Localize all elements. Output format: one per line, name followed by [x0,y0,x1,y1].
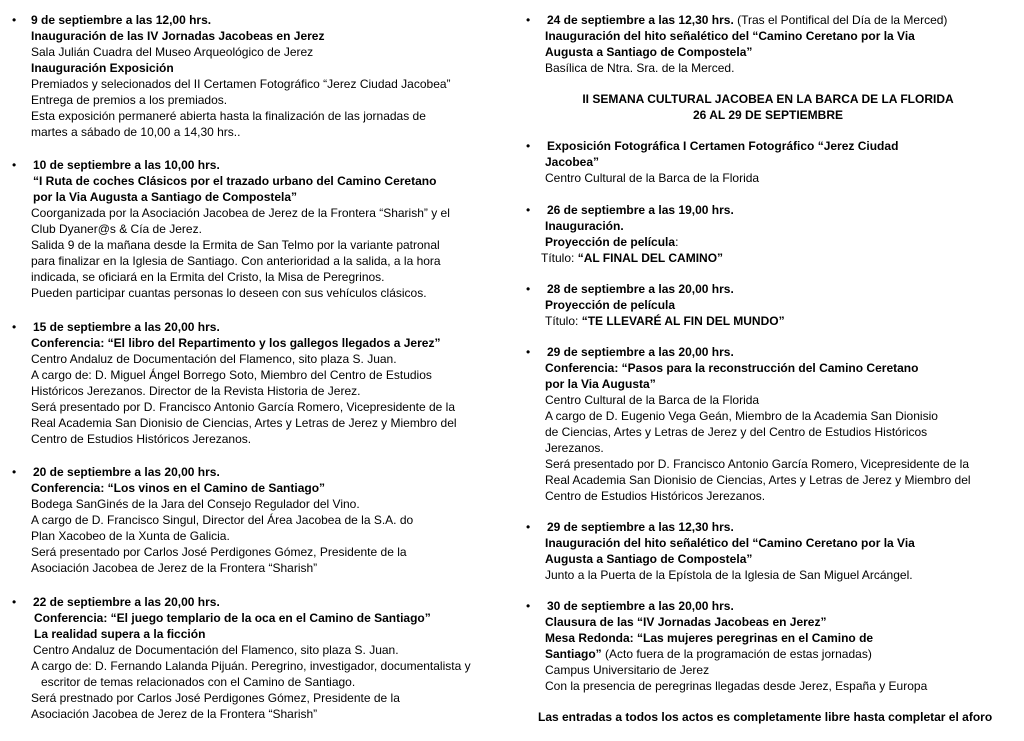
event-title-line [545,218,624,234]
line-text: por la Via Augusta a Santiago de Compostela” [33,190,298,204]
line-text: Premiados y selecionados del II Certamen Fotográfico “Jerez Ciudad Jacobea” [31,77,451,91]
line-text: Conferencia: “El libro del Repartimento y los gallegos llegados a Jerez” [31,336,441,350]
event-date [33,157,220,173]
line-text: Esta exposición permaneré abierta hasta la finalización de las jornadas de [31,109,426,123]
line-text: Centro Cultural de la Barca de la Florida [545,171,760,185]
line-suffix: : [675,235,679,249]
line-text: 24 de septiembre a las 12,30 hrs. [547,13,734,27]
event-date [547,598,734,614]
event-detail-line [545,488,765,504]
film-title: “AL FINAL DEL CAMINO” [577,251,724,265]
bullet-icon: • [526,599,531,613]
line-text: Exposición Fotográfica I Certamen Fotográfico “Jerez Ciudad [547,139,899,153]
event-detail-line [31,124,240,140]
line-text: Proyección de película [545,235,676,249]
event-date [33,319,220,335]
line-text: “I Ruta de coches Clásicos por el trazado urbano del Camino Ceretano [33,174,437,188]
line-text: Conferencia: “El juego templario de la oca en el Camino de Santiago” [34,611,431,625]
event-date [33,464,220,480]
event-title-line [545,360,918,376]
event-title-line [545,154,599,170]
line-text: Será presentado por Carlos José Perdigones Gómez, Presidente de la [31,545,407,559]
line-text: La realidad supera a la ficción [34,627,206,641]
event-detail-line [31,285,427,301]
line-text: Coorganizada por la Asociación Jacobea de Jerez de la Frontera “Sharish” y el [31,206,450,220]
event-date [547,519,734,535]
bullet-icon: • [526,203,531,217]
bullet-icon: • [526,345,531,359]
line-text: Entrega de premios a los premiados. [31,93,228,107]
event-detail-line [545,662,709,678]
line-text: Inauguración del hito señalético del “Camino Ceretano por la Via [545,29,915,43]
line-text: Mesa Redonda: “Las mujeres peregrinas en el Camino de [545,631,874,645]
event-detail-line [31,269,385,285]
line-text: Real Academia San Dionisio de Ciencias, Artes y Letras de Jerez y Miembro del [31,416,457,430]
bullet-icon: • [526,520,531,534]
event-detail-line [33,642,399,658]
line-text: Conferencia: “Los vinos en el Camino de Santiago” [31,481,326,495]
event-title-line [33,189,297,205]
line-text: Jacobea” [545,155,600,169]
bullet-icon: • [12,465,17,479]
line-text: Bodega SanGinés de la Jara del Consejo Regulador del Vino. [31,497,360,511]
event-date [547,138,898,154]
event-title-line [545,376,656,392]
line-text: Plan Xacobeo de la Xunta de Galicia. [31,529,230,543]
line-text: Será prestnado por Carlos José Perdigones Gómez, Presidente de la [31,691,400,705]
event-title-line [31,28,324,44]
line-text: Centro de Estudios Históricos Jerezanos. [545,489,766,503]
line-text: 20 de septiembre a las 20,00 hrs. [33,465,220,479]
line-text: escritor de temas relacionados con el Camino de Santiago. [41,675,356,689]
line-text: por la Via Augusta” [545,377,656,391]
section-subheading: 26 AL 29 DE SEPTIEMBRE [692,108,844,122]
line-text: Inauguración. [545,219,624,233]
event-detail-line [31,351,397,367]
event-title-line [34,626,205,642]
event-detail-line [31,221,202,237]
event-detail-line [31,108,426,124]
event-title-line [31,335,440,351]
event-detail-line [31,253,441,269]
line-text: Club Dyaner@s & Cía de Jerez. [31,222,202,236]
event-detail-line [31,512,413,528]
section-heading: II SEMANA CULTURAL JACOBEA EN LA BARCA DE LA FLORIDA [582,92,954,106]
line-text: Históricos Jerezanos. Director de la Revista Historia de Jerez. [31,384,361,398]
bullet-icon: • [12,320,17,334]
event-detail-line [31,76,451,92]
event-detail-line [31,237,440,253]
event-detail-line [545,60,734,76]
line-text: 15 de septiembre a las 20,00 hrs. [33,320,220,334]
event-detail-line [541,250,723,266]
line-text: Centro Andaluz de Documentación del Flamenco, sito plaza S. Juan. [33,643,399,657]
event-detail-line [31,544,407,560]
event-detail-line [31,205,450,221]
line-text: Título: [545,314,582,328]
bullet-icon: • [12,13,17,27]
line-text: Real Academia San Dionisio de Ciencias, Artes y Letras de Jerez y Miembro del [545,473,971,487]
line-text: Inauguración Exposición [31,61,174,75]
line-text: A cargo de: D. Miguel Ángel Borrego Soto, Miembro del Centro de Estudios [31,368,432,382]
line-text: Basílica de Ntra. Sra. de la Merced. [545,61,735,75]
event-date [547,344,734,360]
event-title-line [545,297,675,313]
event-detail-line [31,528,230,544]
event-date [547,12,947,28]
event-title-line [545,535,915,551]
line-text: A cargo de: D. Fernando Lalanda Pijuán. Peregrino, investigador, documentalista y [31,659,471,673]
line-text: 22 de septiembre a las 20,00 hrs. [33,595,220,609]
line-text: Conferencia: “Pasos para la reconstrucción del Camino Ceretano [545,361,919,375]
line-text: Centro Andaluz de Documentación del Flamenco, sito plaza S. Juan. [31,352,397,366]
event-detail-line [31,383,360,399]
event-detail-line [545,392,759,408]
line-text: Pueden participar cuantas personas lo deseen con sus vehículos clásicos. [31,286,427,300]
line-suffix: (Acto fuera de la programación de estas jornadas) [601,647,872,661]
line-text: Centro de Estudios Históricos Jerezanos. [31,432,252,446]
event-date [33,594,220,610]
line-text: Con la presencia de peregrinas llegadas desde Jerez, España y Europa [545,679,928,693]
line-text: 29 de septiembre a las 20,00 hrs. [547,345,734,359]
line-text: A cargo de D. Francisco Singul, Director del Área Jacobea de la S.A. do [31,513,414,527]
line-suffix: (Tras el Pontifical del Día de la Merced) [733,13,948,27]
event-title-line [545,630,873,646]
bullet-icon: • [526,139,531,153]
line-text: Asociación Jacobea de Jerez de la Frontera “Sharish” [31,707,318,721]
event-detail-line [545,440,604,456]
event-date [547,281,734,297]
line-text: Será presentado por D. Francisco Antonio García Romero, Vicepresidente de la [31,400,456,414]
line-text: indicada, se oficiará en la Ermita del Cristo, la Misa de Peregrinos. [31,270,385,284]
event-detail-line [545,424,927,440]
line-text: Salida 9 de la mañana desde la Ermita de San Telmo por la variante patronal [31,238,440,252]
event-detail-line [545,408,938,424]
event-detail-line [31,399,455,415]
event-detail-line [545,678,927,694]
line-text: Asociación Jacobea de Jerez de la Frontera “Sharish” [31,561,318,575]
line-text: 30 de septiembre a las 20,00 hrs. [547,599,734,613]
line-text: de Ciencias, Artes y Letras de Jerez y del Centro de Estudios Históricos [545,425,928,439]
bullet-icon: • [526,13,531,27]
line-text: Junto a la Puerta de la Epístola de la Iglesia de San Miguel Arcángel. [545,568,913,582]
event-title-line [545,44,752,60]
line-text: martes a sábado de 10,00 a 14,30 hrs.. [31,125,241,139]
event-title-line [33,173,436,189]
event-detail-line [31,92,227,108]
event-date [547,202,734,218]
event-detail-line [31,690,400,706]
line-text: Clausura de las “IV Jornadas Jacobeas en Jerez” [545,615,827,629]
bullet-icon: • [12,595,17,609]
line-text: 28 de septiembre a las 20,00 hrs. [547,282,734,296]
line-text: 10 de septiembre a las 10,00 hrs. [33,158,220,172]
event-title-line [545,551,752,567]
event-detail-line [545,567,913,583]
bullet-icon: • [12,158,17,172]
footer-note: Las entradas a todos los actos es completamente libre hasta completar el aforo [538,710,993,724]
event-title-line [31,480,325,496]
line-text: Proyección de película [545,298,676,312]
line-text: A cargo de D. Eugenio Vega Geán, Miembro de la Academia San Dionisio [545,409,938,423]
line-text: Inauguración de las IV Jornadas Jacobeas en Jerez [31,29,325,43]
event-detail-line [41,674,355,690]
event-detail-line [31,706,317,722]
event-detail-line [545,170,759,186]
line-text: para finalizar en la Iglesia de Santiago. Con anterioridad a la salida, a la hora [31,254,441,268]
event-title-line [545,234,678,250]
line-text: 29 de septiembre a las 12,30 hrs. [547,520,734,534]
line-text: Augusta a Santiago de Compostela” [545,552,753,566]
line-text: Jerezanos. [545,441,604,455]
event-title-line [545,646,872,662]
event-detail-line [545,472,971,488]
event-title-line [545,614,826,630]
line-text: Será presentado por D. Francisco Antonio García Romero, Vicepresidente de la [545,457,970,471]
event-detail-line [545,456,969,472]
line-text: Inauguración del hito señalético del “Camino Ceretano por la Via [545,536,915,550]
event-date [31,12,211,28]
event-detail-line [545,313,785,329]
event-detail-line [31,431,251,447]
line-text: 9 de septiembre a las 12,00 hrs. [31,13,212,27]
event-detail-line [31,496,360,512]
line-text: Centro Cultural de la Barca de la Florida [545,393,760,407]
event-title-line [34,610,431,626]
line-text: 26 de septiembre a las 19,00 hrs. [547,203,734,217]
film-title: “TE LLEVARÉ AL FIN DEL MUNDO” [581,314,785,328]
line-text: Campus Universitario de Jerez [545,663,710,677]
line-text: Sala Julián Cuadra del Museo Arqueológico de Jerez [31,45,314,59]
event-detail-line [31,367,432,383]
event-detail-line [31,658,471,674]
line-text: Augusta a Santiago de Compostela” [545,45,753,59]
line-text: Santiago” [545,647,602,661]
event-detail-line [31,44,313,60]
event-detail-line [31,560,317,576]
event-detail-line [31,415,457,431]
event-title-line [31,60,174,76]
line-text: Título: [541,251,578,265]
event-title-line [545,28,915,44]
bullet-icon: • [526,282,531,296]
